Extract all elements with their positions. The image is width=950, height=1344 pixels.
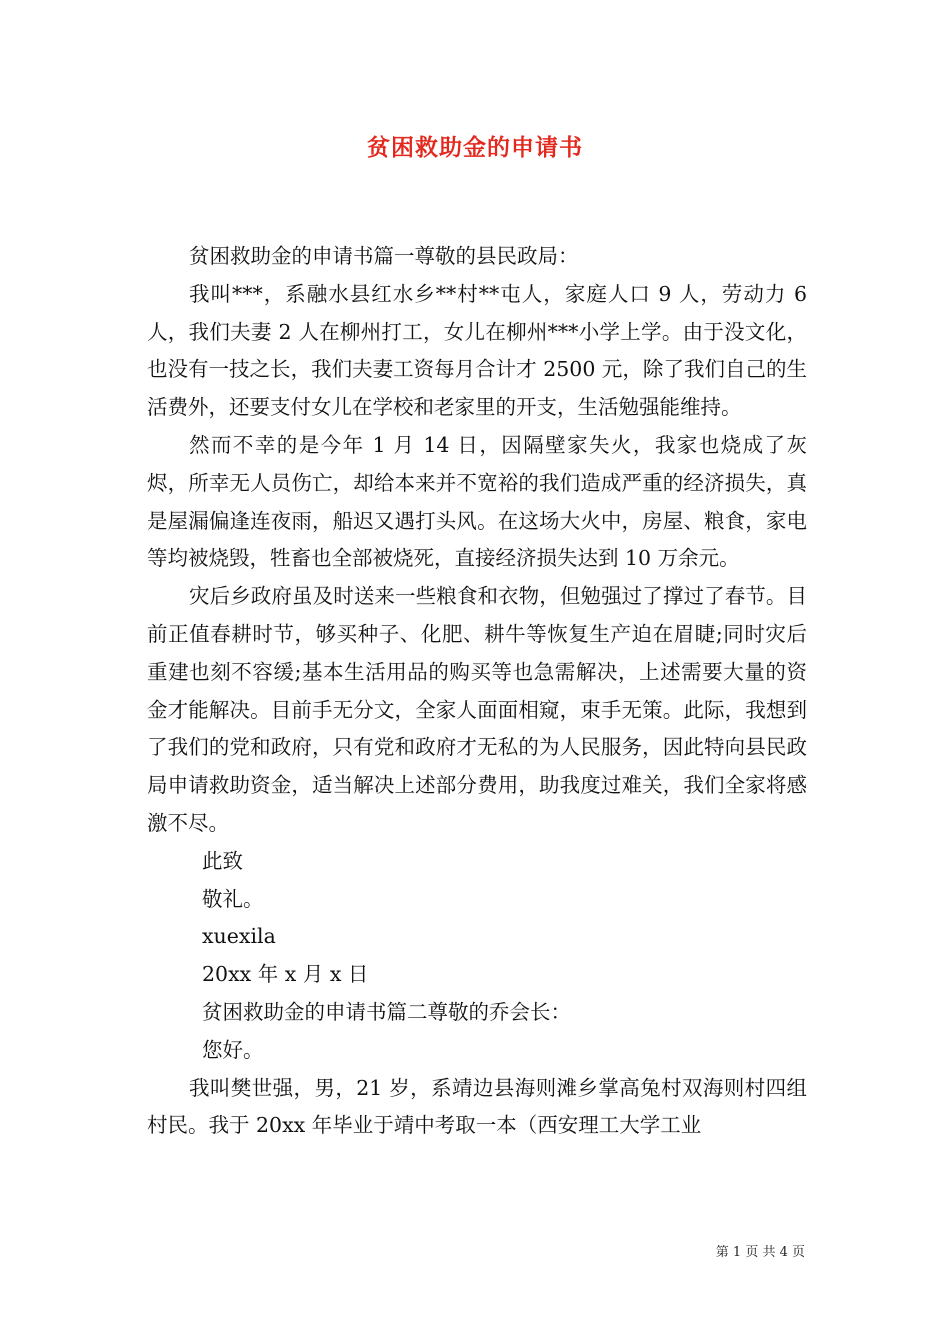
paragraph-fire-loss: 然而不幸的是今年 1 月 14 日，因隔壁家失火，我家也烧成了灰烬，所幸无人员伤亡，却给本来并不宽裕的我们造成严重的经济损失，真是屋漏偏逢连夜雨，船迟又遇打头风。在这场大火中，房屋、粮食，家电等均被烧毁，牲畜也全部被烧死，直接经济损失达到 10 万余元。 [147, 432, 807, 571]
closing-line: 20xx 年 x 月 x 日 [202, 962, 369, 987]
closing-line: 敬礼。 [202, 886, 264, 911]
paragraph-family-situation: 我叫***，系融水县红水乡**村**屯人，家庭人口 9 人，劳动力 6 人，我们夫妻 2 人在柳州打工，女儿在柳州***小学上学。由于没文化，也没有一技之长，我们夫妻工资每月合计才 2500 元，除了我们自己的生活费外，还要支付女儿在学校和老家里的开支，生活勉强能维持。 [147, 281, 807, 420]
document-title: 贫困救助金的申请书 [367, 134, 583, 161]
paragraph-second-letter: 我叫樊世强，男，21 岁，系靖边县海则滩乡掌高兔村双海则村四组村民。我于 20xx 年毕业于靖中考取一本（西安理工大学工业 [147, 1075, 807, 1138]
closing-line: 贫困救助金的申请书篇二尊敬的乔会长： [202, 999, 571, 1024]
document-body [147, 238, 807, 1145]
closing-line: 此致 [202, 848, 243, 873]
closing-line: 您好。 [202, 1037, 264, 1062]
paragraph-request: 灾后乡政府虽及时送来一些粮食和衣物，但勉强过了撑过了春节。目前正值春耕时节，够买种子、化肥、耕牛等恢复生产迫在眉睫;同时灾后重建也刻不容缓;基本生活用品的购买等也急需解决，上述需要大量的资金才能解决。目前手无分文，全家人面面相窥，束手无策。此际，我想到了我们的党和政府，只有党和政府才无私的为人民服务，因此特向县民政局申请救助资金，适当解决上述部分费用，助我度过难关，我们全家将感激不尽。 [147, 584, 807, 835]
closing-line: xuexila [202, 924, 276, 949]
paragraph-salutation: 贫困救助金的申请书篇一尊敬的县民政局： [189, 244, 579, 268]
page-indicator: 第 1 页 共 4 页 [715, 1245, 805, 1260]
